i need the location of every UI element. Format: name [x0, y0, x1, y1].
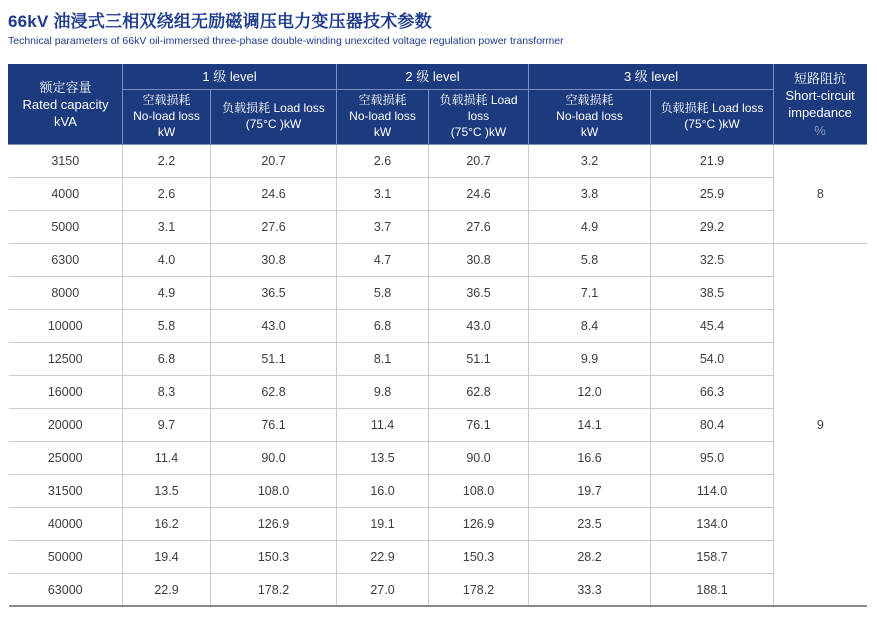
value-cell: 90.0	[211, 441, 337, 474]
impedance-cell: 9	[774, 243, 867, 606]
value-cell: 62.8	[429, 375, 529, 408]
header-line: 负载损耗 Load loss	[660, 101, 764, 116]
value-cell: 3.1	[337, 177, 429, 210]
table-row	[9, 276, 867, 309]
header-line: impedance	[788, 105, 852, 121]
value-cell: 19.7	[529, 474, 651, 507]
header-rated-capacity	[9, 64, 123, 144]
value-cell: 22.9	[337, 540, 429, 573]
value-cell: 3.7	[337, 210, 429, 243]
header-no-load-loss-3	[529, 89, 651, 144]
value-cell: 95.0	[651, 441, 774, 474]
value-cell: 150.3	[429, 540, 529, 573]
spec-table	[8, 64, 867, 608]
header-no-load-loss-2	[337, 89, 429, 144]
value-cell: 36.5	[429, 276, 529, 309]
capacity-cell: 50000	[9, 540, 123, 573]
value-cell: 2.6	[123, 177, 211, 210]
header-line: kW	[373, 124, 392, 139]
value-cell: 36.5	[211, 276, 337, 309]
capacity-cell: 10000	[9, 309, 123, 342]
header-line: No-load loss	[133, 109, 200, 124]
header-line: (75°C )kW	[245, 116, 302, 131]
value-cell: 76.1	[429, 408, 529, 441]
value-cell: 13.5	[123, 474, 211, 507]
capacity-cell: 5000	[9, 210, 123, 243]
value-cell: 150.3	[211, 540, 337, 573]
value-cell: 16.0	[337, 474, 429, 507]
value-cell: 38.5	[651, 276, 774, 309]
value-cell: 19.4	[123, 540, 211, 573]
header-no-load-loss-1	[123, 89, 211, 144]
value-cell: 45.4	[651, 309, 774, 342]
table-row	[9, 342, 867, 375]
value-cell: 43.0	[429, 309, 529, 342]
value-cell: 51.1	[429, 342, 529, 375]
value-cell: 8.1	[337, 342, 429, 375]
value-cell: 108.0	[211, 474, 337, 507]
value-cell: 28.2	[529, 540, 651, 573]
header-line: loss	[467, 109, 490, 124]
table-row	[9, 144, 867, 177]
value-cell: 5.8	[529, 243, 651, 276]
capacity-cell: 31500	[9, 474, 123, 507]
header-load-loss-2	[429, 89, 529, 144]
value-cell: 108.0	[429, 474, 529, 507]
value-cell: 4.9	[529, 210, 651, 243]
value-cell: 5.8	[337, 276, 429, 309]
value-cell: 30.8	[211, 243, 337, 276]
table-row	[9, 309, 867, 342]
header-line: kW	[157, 124, 176, 139]
value-cell: 20.7	[429, 144, 529, 177]
value-cell: 33.3	[529, 573, 651, 606]
page-title: 66kV 油浸式三相双绕组无励磁调压电力变压器技术参数	[8, 12, 432, 31]
table-row	[9, 474, 867, 507]
value-cell: 29.2	[651, 210, 774, 243]
header-line: 空载损耗	[358, 93, 407, 108]
capacity-cell: 3150	[9, 144, 123, 177]
header-line: Rated capacity	[22, 96, 109, 112]
value-cell: 178.2	[429, 573, 529, 606]
capacity-cell: 16000	[9, 375, 123, 408]
value-cell: 9.8	[337, 375, 429, 408]
table-row	[9, 177, 867, 210]
value-cell: 51.1	[211, 342, 337, 375]
value-cell: 3.8	[529, 177, 651, 210]
header-line: kVA	[54, 114, 77, 130]
value-cell: 30.8	[429, 243, 529, 276]
header-line: (75°C )kW	[684, 116, 740, 131]
value-cell: 66.3	[651, 375, 774, 408]
value-cell: 20.7	[211, 144, 337, 177]
value-cell: 4.0	[123, 243, 211, 276]
value-cell: 6.8	[123, 342, 211, 375]
header-level-2: 2 级 level	[337, 64, 529, 89]
value-cell: 22.9	[123, 573, 211, 606]
table-row	[9, 375, 867, 408]
impedance-cell: 8	[774, 144, 867, 243]
value-cell: 114.0	[651, 474, 774, 507]
capacity-cell: 8000	[9, 276, 123, 309]
value-cell: 24.6	[429, 177, 529, 210]
value-cell: 2.2	[123, 144, 211, 177]
value-cell: 3.1	[123, 210, 211, 243]
table-body	[9, 144, 867, 606]
header-load-loss-1	[211, 89, 337, 144]
value-cell: 4.9	[123, 276, 211, 309]
header-line: No-load loss	[556, 109, 623, 124]
value-cell: 9.7	[123, 408, 211, 441]
value-cell: 13.5	[337, 441, 429, 474]
value-cell: 27.6	[429, 210, 529, 243]
value-cell: 27.0	[337, 573, 429, 606]
value-cell: 23.5	[529, 507, 651, 540]
value-cell: 126.9	[211, 507, 337, 540]
value-cell: 158.7	[651, 540, 774, 573]
value-cell: 5.8	[123, 309, 211, 342]
capacity-cell: 25000	[9, 441, 123, 474]
value-cell: 25.9	[651, 177, 774, 210]
value-cell: 54.0	[651, 342, 774, 375]
value-cell: 76.1	[211, 408, 337, 441]
header-line: 负载损耗 Load	[439, 93, 518, 108]
percent-symbol: %	[814, 122, 826, 138]
header-line: kW	[580, 124, 599, 139]
value-cell: 2.6	[337, 144, 429, 177]
table-row	[9, 540, 867, 573]
value-cell: 19.1	[337, 507, 429, 540]
capacity-cell: 40000	[9, 507, 123, 540]
value-cell: 90.0	[429, 441, 529, 474]
value-cell: 14.1	[529, 408, 651, 441]
value-cell: 3.2	[529, 144, 651, 177]
value-cell: 11.4	[123, 441, 211, 474]
page-subtitle: Technical parameters of 66kV oil-immersed three-phase double-winding unexcited voltage regulation power transformer	[8, 35, 564, 48]
value-cell: 24.6	[211, 177, 337, 210]
header-line: Short-circuit	[785, 88, 855, 104]
impedance-label	[777, 70, 863, 121]
value-cell: 16.6	[529, 441, 651, 474]
header-line: (75°C )kW	[450, 124, 507, 139]
header-group-row	[9, 64, 867, 89]
table-row	[9, 243, 867, 276]
value-cell: 80.4	[651, 408, 774, 441]
header-line: 负载损耗 Load loss	[222, 101, 325, 116]
header-line: 额定容量	[39, 79, 92, 95]
value-cell: 32.5	[651, 243, 774, 276]
table-row	[9, 408, 867, 441]
header-line: 空载损耗	[142, 93, 191, 108]
header-line: 短路阻抗	[794, 71, 847, 87]
value-cell: 43.0	[211, 309, 337, 342]
value-cell: 8.4	[529, 309, 651, 342]
header-load-loss-3	[651, 89, 774, 144]
value-cell: 134.0	[651, 507, 774, 540]
capacity-cell: 6300	[9, 243, 123, 276]
value-cell: 11.4	[337, 408, 429, 441]
value-cell: 21.9	[651, 144, 774, 177]
value-cell: 16.2	[123, 507, 211, 540]
capacity-cell: 63000	[9, 573, 123, 606]
table-header	[9, 64, 867, 144]
table-row	[9, 507, 867, 540]
value-cell: 9.9	[529, 342, 651, 375]
value-cell: 178.2	[211, 573, 337, 606]
capacity-cell: 20000	[9, 408, 123, 441]
capacity-cell: 4000	[9, 177, 123, 210]
value-cell: 7.1	[529, 276, 651, 309]
value-cell: 188.1	[651, 573, 774, 606]
value-cell: 62.8	[211, 375, 337, 408]
table-row	[9, 441, 867, 474]
capacity-cell: 12500	[9, 342, 123, 375]
header-short-circuit-impedance	[774, 64, 867, 144]
table-row	[9, 573, 867, 606]
value-cell: 27.6	[211, 210, 337, 243]
table-row	[9, 210, 867, 243]
header-line: 空载损耗	[565, 93, 614, 108]
value-cell: 12.0	[529, 375, 651, 408]
value-cell: 6.8	[337, 309, 429, 342]
header-sub-row	[9, 89, 867, 144]
header-level-3: 3 级 level	[529, 64, 774, 89]
header-level-1: 1 级 level	[123, 64, 337, 89]
value-cell: 8.3	[123, 375, 211, 408]
value-cell: 4.7	[337, 243, 429, 276]
value-cell: 126.9	[429, 507, 529, 540]
header-line: No-load loss	[349, 109, 416, 124]
